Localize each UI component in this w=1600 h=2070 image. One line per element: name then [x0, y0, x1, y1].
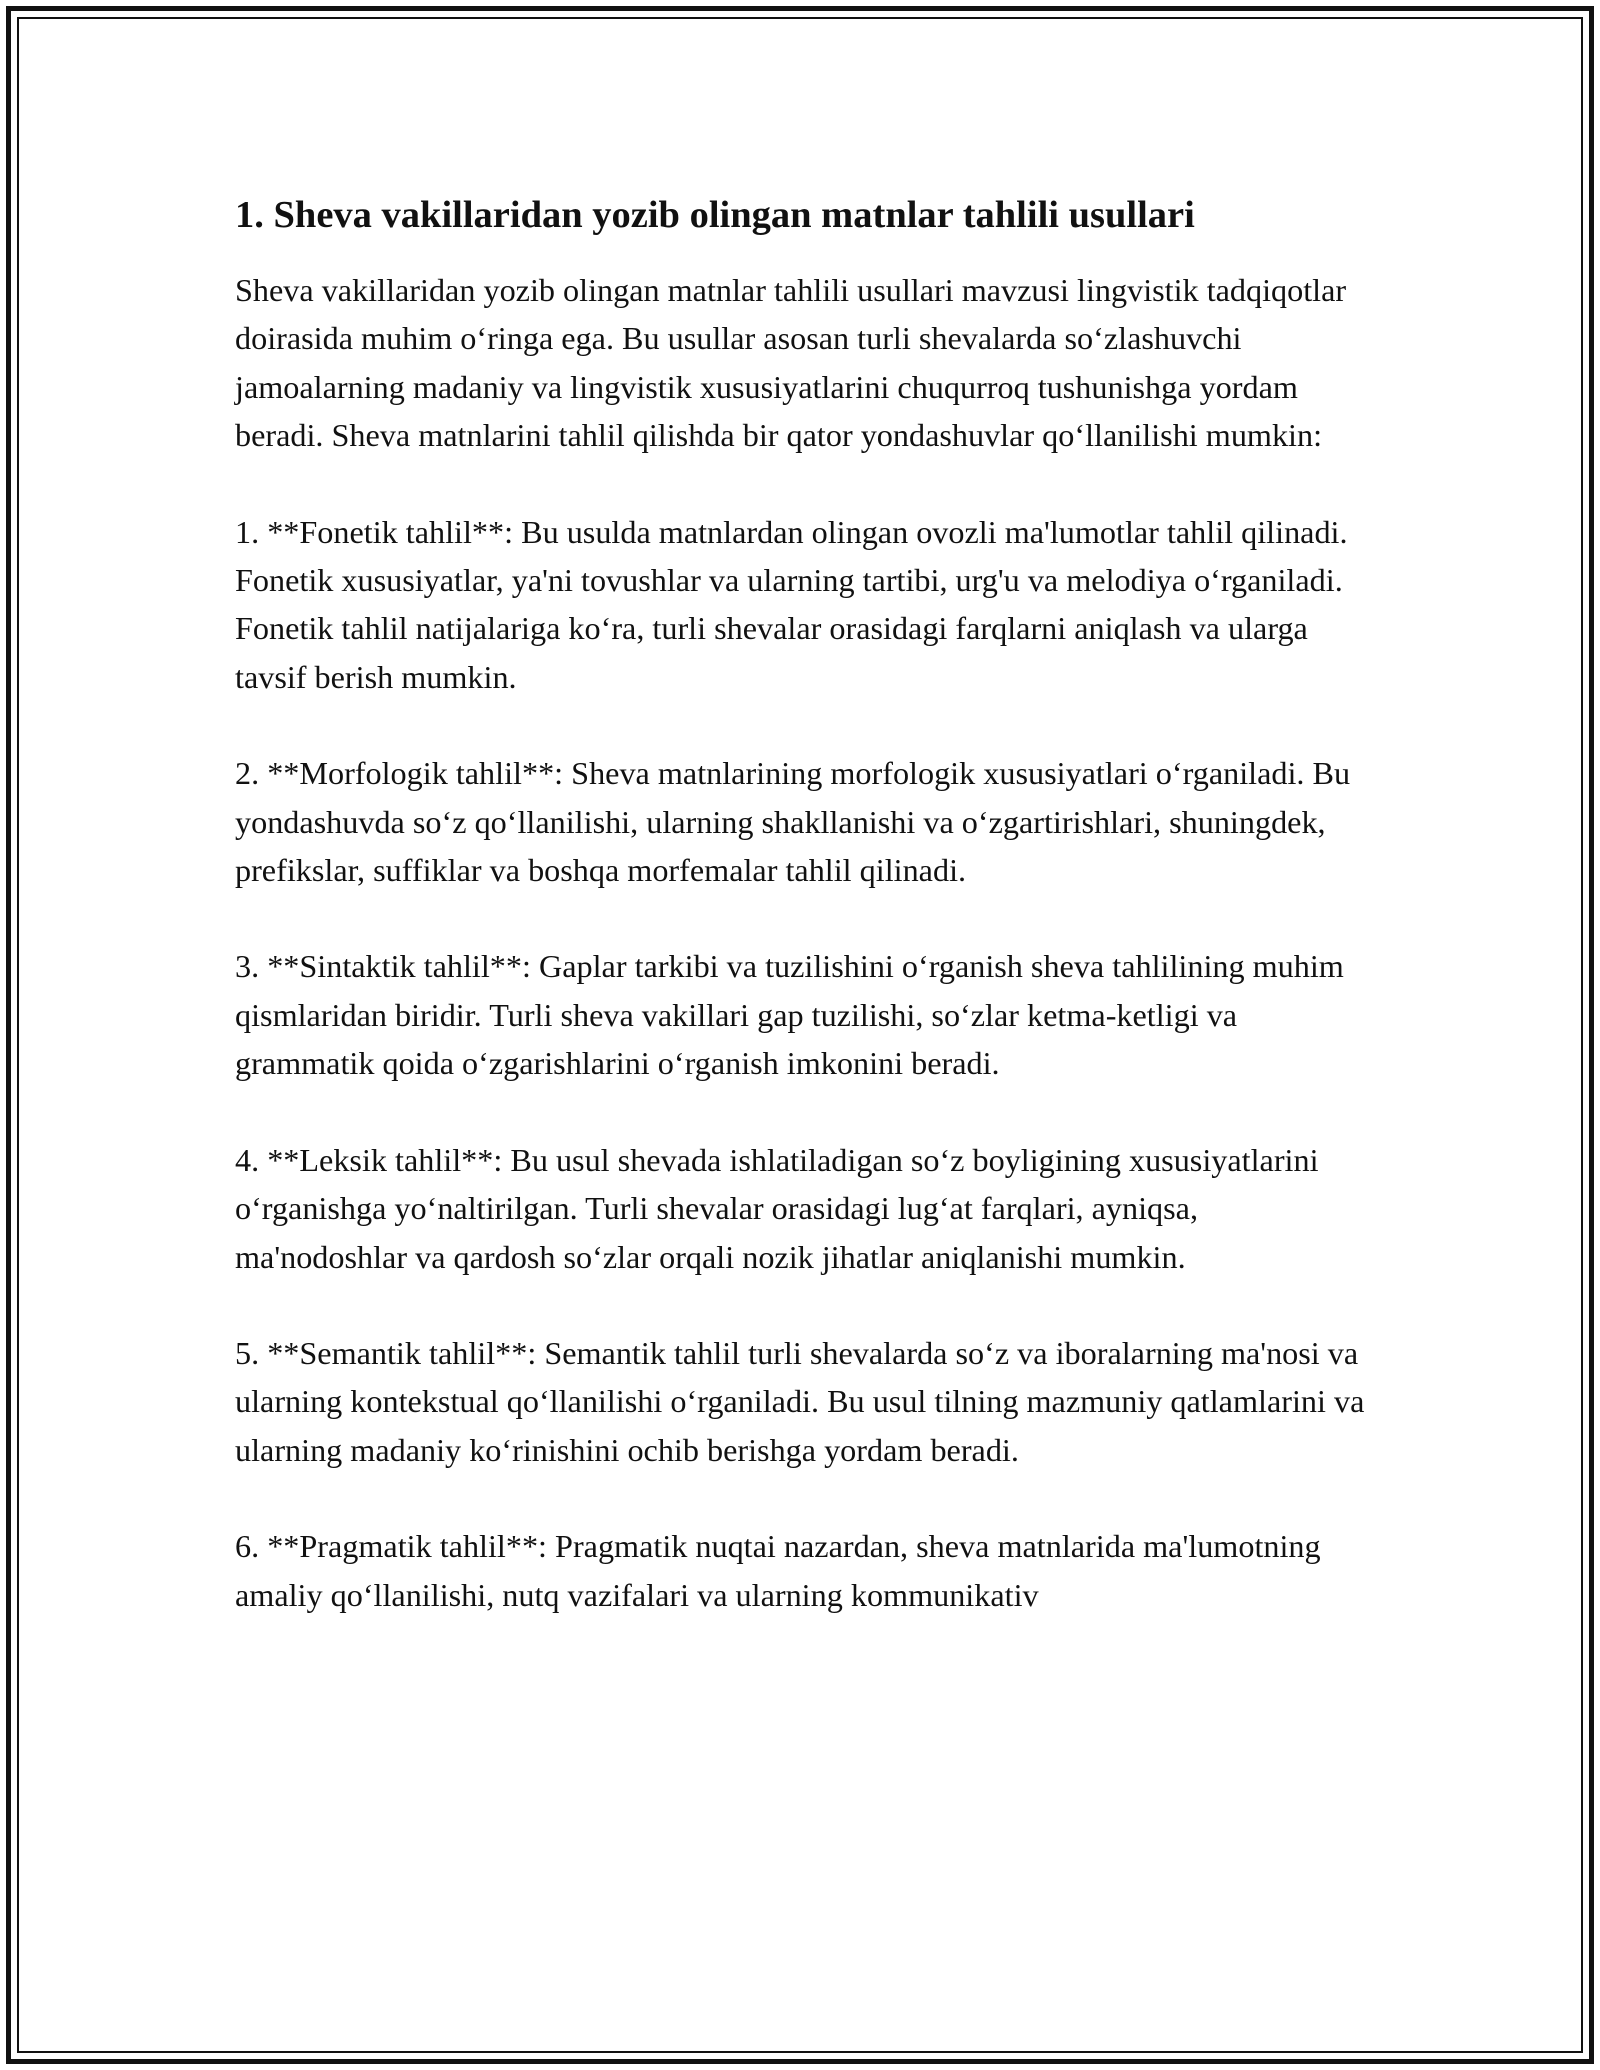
list-item-sintaktik: 3. **Sintaktik tahlil**: Gaplar tarkibi va tuzilishini o‘rganish sheva tahlilining muhim qismlaridan biridir. Turli sheva vakillari gap tuzilishi, so‘zlar ketma-ketligi va grammatik qoida o‘zgarishlarini o‘rganish imkonini beradi. [235, 948, 1344, 1082]
list-item-leksik: 4. **Leksik tahlil**: Bu usul shevada ishlatiladigan so‘z boyligining xususiyatlarini o‘rganishga yo‘naltirilgan. Turli shevalar orasidagi lug‘at farqlari, ayniqsa, ma'nodoshlar va qardosh so‘zlar orqali nozik jihatlar aniqlanishi mumkin. [235, 1141, 1319, 1275]
list-item-fonetik: 1. **Fonetik tahlil**: Bu usulda matnlardan olingan ovozli ma'lumotlar tahlil qilinadi. Fonetik xususiyatlar, ya'ni tovushlar va ularning tartibi, urg'u va melodiya o‘rganiladi. Fonetik tahlil natijalariga ko‘ra, turli shevalar orasidagi farqlarni aniqlash va ularga tavsif berish mumkin. [235, 513, 1348, 695]
document-body [235, 186, 1365, 1619]
list-item-pragmatik: 6. **Pragmatik tahlil**: Pragmatik nuqtai nazardan, sheva matnlarida ma'lumotning amaliy qo‘llanilishi, nutq vazifalari va ularning kommunikativ [235, 1528, 1321, 1613]
list-item-semantik: 5. **Semantik tahlil**: Semantik tahlil turli shevalarda so‘z va iboralarning ma'nosi va ularning kontekstual qo‘llanilishi o‘rganiladi. Bu usul tilning mazmuniy qatlamlarini va ularning madaniy ko‘rinishini ochib berishga yordam beradi. [235, 1334, 1365, 1468]
section-heading: 1. Sheva vakillaridan yozib olingan matnlar tahlili usullari [235, 194, 1195, 236]
list-item-morfologik: 2. **Morfologik tahlil**: Sheva matnlarining morfologik xususiyatlari o‘rganiladi. Bu yondashuvda so‘z qo‘llanilishi, ularning shakllanishi va o‘zgartirishlari, shuningdek, prefikslar, suffiklar va boshqa morfemalar tahlil qilinadi. [235, 755, 1351, 889]
intro-paragraph: Sheva vakillaridan yozib olingan matnlar tahlili usullari mavzusi lingvistik tadqiqotlar doirasida muhim o‘ringa ega. Bu usullar asosan turli shevalarda so‘zlashuvchi jamoalarning madaniy va lingvistik xususiyatlarini chuqurroq tushunishga yordam beradi. Sheva matnlarini tahlil qilishda bir qator yondashuvlar qo‘llanilishi mumkin: [235, 272, 1347, 454]
